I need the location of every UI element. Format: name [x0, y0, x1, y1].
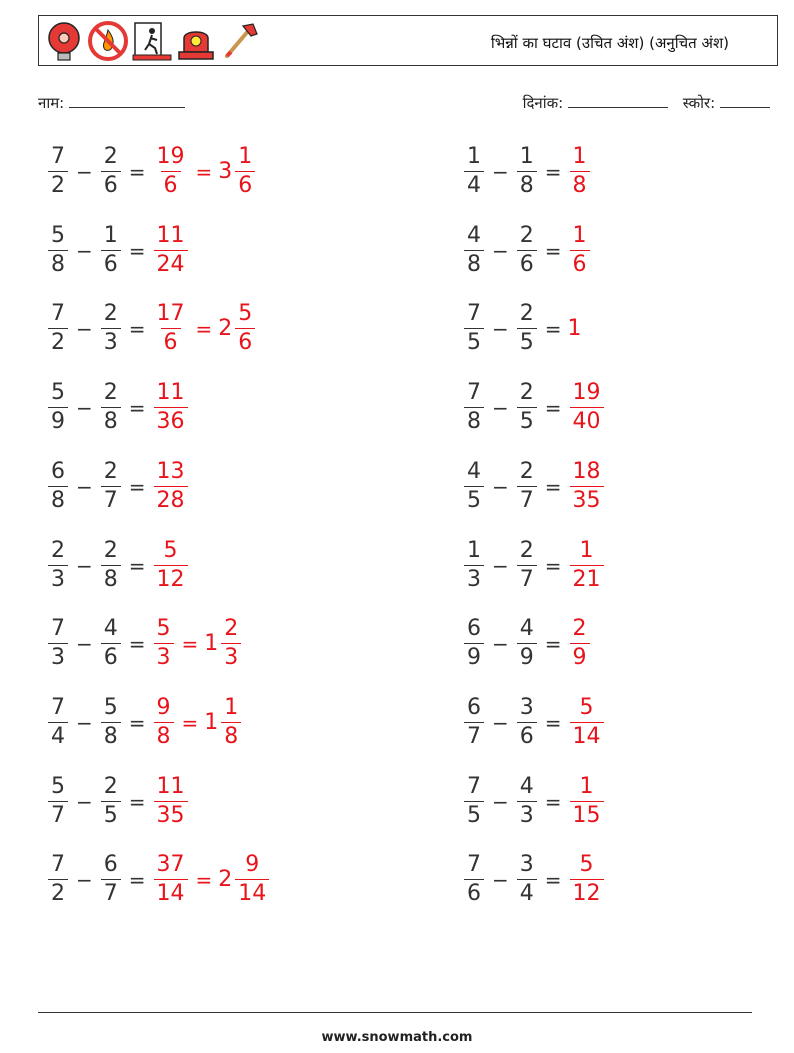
denominator: 8	[48, 250, 68, 276]
numerator: 4	[103, 616, 118, 641]
numerator: 9	[156, 695, 171, 720]
numerator: 2	[103, 144, 118, 169]
denominator: 5	[517, 407, 537, 433]
denominator: 8	[101, 565, 121, 591]
denominator: 4	[464, 171, 484, 197]
mixed-fraction	[235, 146, 255, 197]
numerator: 4	[519, 774, 534, 799]
equals-sign: =	[181, 631, 199, 656]
numerator: 1	[467, 538, 481, 563]
denominator: 8	[221, 722, 241, 748]
equals-sign: =	[544, 474, 562, 499]
denominator: 6	[517, 250, 537, 276]
numerator: 2	[103, 459, 118, 484]
numerator: 3	[519, 695, 534, 720]
numerator: 1	[572, 144, 587, 169]
denominator: 40	[570, 407, 604, 433]
numerator: 2	[519, 380, 534, 405]
problem-item	[46, 854, 271, 905]
numerator: 1	[467, 144, 481, 169]
problem-item	[46, 225, 190, 276]
denominator: 7	[517, 486, 537, 512]
mixed-whole: 1	[204, 710, 219, 735]
minus-sign: −	[76, 238, 93, 263]
equals-sign: =	[128, 474, 146, 499]
equals-sign: =	[128, 238, 146, 263]
first-fraction	[464, 540, 484, 591]
numerator: 3	[519, 852, 534, 877]
equals-sign: =	[181, 710, 199, 735]
denominator: 2	[48, 171, 68, 197]
numerator: 2	[519, 301, 534, 326]
denominator: 28	[154, 486, 188, 512]
denominator: 9	[570, 643, 590, 669]
denominator: 6	[235, 171, 255, 197]
minus-sign: −	[76, 867, 93, 892]
equals-sign: =	[195, 867, 213, 892]
second-fraction	[101, 697, 121, 748]
minus-sign: −	[492, 474, 509, 499]
minus-sign: −	[76, 474, 93, 499]
answer-fraction	[154, 697, 174, 748]
numerator: 7	[467, 301, 481, 326]
denominator: 15	[570, 801, 604, 827]
equals-sign: =	[128, 789, 146, 814]
score-blank	[720, 93, 770, 108]
problem-item	[46, 146, 257, 197]
numerator: 1	[572, 223, 587, 248]
mixed-whole: 1	[204, 631, 219, 656]
minus-sign: −	[492, 553, 509, 578]
minus-sign: −	[492, 710, 509, 735]
equals-sign: =	[195, 316, 213, 341]
numerator: 2	[103, 301, 118, 326]
answer-fraction	[154, 618, 174, 669]
footer-url: www.snowmath.com	[321, 1030, 473, 1045]
numerator: 5	[51, 774, 65, 799]
denominator: 4	[517, 879, 537, 905]
minus-sign: −	[76, 159, 93, 184]
answer-fraction	[154, 461, 188, 512]
second-fraction	[517, 618, 537, 669]
denominator: 5	[517, 328, 537, 354]
numerator: 11	[156, 223, 185, 248]
equals-sign: =	[544, 710, 562, 735]
denominator: 8	[48, 486, 68, 512]
second-fraction	[517, 776, 537, 827]
first-fraction	[48, 854, 68, 905]
numerator: 6	[103, 852, 118, 877]
equals-sign: =	[128, 316, 146, 341]
numerator: 5	[238, 301, 253, 326]
second-fraction	[517, 697, 537, 748]
denominator: 6	[235, 328, 255, 354]
numerator: 17	[156, 301, 185, 326]
second-fraction	[517, 146, 537, 197]
mixed-whole: 2	[218, 867, 233, 892]
minus-sign: −	[492, 395, 509, 420]
denominator: 14	[235, 879, 269, 905]
first-fraction	[48, 618, 68, 669]
numerator: 5	[51, 380, 65, 405]
denominator: 6	[570, 250, 590, 276]
numerator: 1	[519, 144, 534, 169]
first-fraction	[48, 540, 68, 591]
header-box	[38, 15, 778, 66]
numerator: 6	[467, 616, 481, 641]
second-fraction	[101, 776, 121, 827]
problem-item	[462, 461, 606, 512]
mixed-number-answer	[204, 697, 243, 748]
answer-fraction	[154, 776, 188, 827]
numerator: 1	[103, 223, 118, 248]
minus-sign: −	[492, 789, 509, 814]
minus-sign: −	[76, 395, 93, 420]
numerator: 2	[103, 538, 118, 563]
equals-sign: =	[128, 395, 146, 420]
denominator: 36	[154, 407, 188, 433]
second-fraction	[101, 618, 121, 669]
numerator: 5	[579, 852, 594, 877]
numerator: 2	[519, 538, 534, 563]
equals-sign: =	[128, 867, 146, 892]
problem-item	[462, 776, 606, 827]
denominator: 7	[48, 801, 68, 827]
equals-sign: =	[544, 789, 562, 814]
footer-divider	[38, 1012, 752, 1013]
equals-sign: =	[128, 553, 146, 578]
denominator: 21	[570, 565, 604, 591]
denominator: 6	[464, 879, 484, 905]
numerator: 1	[579, 774, 594, 799]
second-fraction	[101, 146, 121, 197]
mixed-number-answer	[218, 146, 257, 197]
numerator: 1	[238, 144, 253, 169]
denominator: 3	[221, 643, 241, 669]
denominator: 6	[161, 171, 181, 197]
denominator: 6	[161, 328, 181, 354]
denominator: 6	[517, 722, 537, 748]
problem-item	[46, 618, 243, 669]
problem-item	[46, 697, 243, 748]
equals-sign: =	[128, 159, 146, 184]
denominator: 9	[48, 407, 68, 433]
numerator: 2	[51, 538, 65, 563]
denominator: 3	[48, 643, 68, 669]
denominator: 2	[48, 879, 68, 905]
denominator: 9	[517, 643, 537, 669]
denominator: 6	[101, 171, 121, 197]
denominator: 7	[101, 486, 121, 512]
numerator: 5	[579, 695, 594, 720]
numerator: 1	[579, 538, 594, 563]
minus-sign: −	[76, 789, 93, 814]
problem-item	[46, 540, 190, 591]
second-fraction	[517, 303, 537, 354]
equals-sign: =	[128, 710, 146, 735]
mixed-whole: 2	[218, 316, 233, 341]
second-fraction	[101, 382, 121, 433]
denominator: 5	[464, 486, 484, 512]
numerator: 7	[51, 616, 65, 641]
mixed-whole: 3	[218, 159, 233, 184]
name-blank	[69, 93, 185, 108]
first-fraction	[48, 382, 68, 433]
first-fraction	[48, 225, 68, 276]
second-fraction	[517, 461, 537, 512]
name-field	[38, 93, 185, 113]
first-fraction	[464, 854, 484, 905]
numerator: 11	[156, 774, 185, 799]
worksheet-title: भिन्नों का घटाव (उचित अंश) (अनुचित अंश)	[490, 34, 729, 52]
second-fraction	[517, 382, 537, 433]
mixed-fraction	[221, 697, 241, 748]
numerator: 7	[467, 380, 481, 405]
problem-item	[462, 382, 606, 433]
problem-item	[462, 225, 592, 276]
answer-fraction	[570, 146, 590, 197]
numerator: 5	[103, 695, 118, 720]
mixed-fraction	[221, 618, 241, 669]
numerator: 7	[467, 852, 481, 877]
denominator: 12	[570, 879, 604, 905]
equals-sign: =	[544, 631, 562, 656]
denominator: 8	[464, 250, 484, 276]
emergency-exit-icon	[131, 20, 173, 62]
first-fraction	[48, 697, 68, 748]
minus-sign: −	[76, 316, 93, 341]
numerator: 18	[572, 459, 601, 484]
equals-sign: =	[195, 159, 213, 184]
siren-light-icon	[175, 20, 217, 62]
numerator: 2	[572, 616, 587, 641]
answer-fraction	[570, 776, 604, 827]
problem-item	[46, 303, 257, 354]
minus-sign: −	[76, 631, 93, 656]
equals-sign: =	[544, 553, 562, 578]
header-icons	[43, 20, 261, 62]
problem-item	[462, 854, 606, 905]
denominator: 3	[101, 328, 121, 354]
first-fraction	[48, 461, 68, 512]
numerator: 6	[51, 459, 65, 484]
date-score-field	[523, 93, 770, 113]
answer-fraction	[570, 540, 604, 591]
denominator: 7	[464, 722, 484, 748]
answer-fraction	[154, 854, 188, 905]
denominator: 14	[570, 722, 604, 748]
equals-sign: =	[544, 867, 562, 892]
answer-whole: 1	[567, 316, 582, 341]
minus-sign: −	[492, 238, 509, 263]
equals-sign: =	[544, 316, 562, 341]
denominator: 9	[464, 643, 484, 669]
problem-item	[462, 540, 606, 591]
numerator: 11	[156, 380, 185, 405]
problem-item	[46, 382, 190, 433]
minus-sign: −	[492, 631, 509, 656]
denominator: 8	[517, 171, 537, 197]
numerator: 9	[245, 852, 260, 877]
answer-fraction	[154, 225, 188, 276]
answer-fraction	[154, 540, 188, 591]
denominator: 24	[154, 250, 188, 276]
denominator: 8	[154, 722, 174, 748]
first-fraction	[48, 776, 68, 827]
numerator: 2	[224, 616, 239, 641]
numerator: 5	[163, 538, 178, 563]
answer-fraction	[154, 303, 188, 354]
answer-fraction	[570, 461, 604, 512]
problem-item	[46, 461, 190, 512]
minus-sign: −	[76, 553, 93, 578]
denominator: 6	[101, 643, 121, 669]
problem-item	[462, 303, 582, 354]
second-fraction	[101, 854, 121, 905]
denominator: 8	[570, 171, 590, 197]
numerator: 2	[519, 223, 534, 248]
answer-fraction	[570, 697, 604, 748]
numerator: 7	[51, 695, 65, 720]
denominator: 3	[154, 643, 174, 669]
denominator: 8	[101, 722, 121, 748]
denominator: 8	[464, 407, 484, 433]
name-label: नाम:	[38, 94, 65, 112]
second-fraction	[101, 461, 121, 512]
equals-sign: =	[128, 631, 146, 656]
numerator: 2	[103, 380, 118, 405]
numerator: 2	[103, 774, 118, 799]
denominator: 8	[101, 407, 121, 433]
denominator: 3	[48, 565, 68, 591]
denominator: 4	[48, 722, 68, 748]
numerator: 37	[156, 852, 185, 877]
problem-item	[462, 697, 606, 748]
numerator: 7	[51, 144, 65, 169]
denominator: 35	[570, 486, 604, 512]
denominator: 7	[517, 565, 537, 591]
second-fraction	[101, 303, 121, 354]
denominator: 14	[154, 879, 188, 905]
first-fraction	[464, 776, 484, 827]
problem-item	[462, 146, 592, 197]
first-fraction	[48, 146, 68, 197]
minus-sign: −	[492, 159, 509, 184]
first-fraction	[464, 461, 484, 512]
answer-fraction	[570, 382, 604, 433]
mixed-fraction	[235, 854, 269, 905]
fire-axe-icon	[219, 20, 261, 62]
denominator: 7	[101, 879, 121, 905]
mixed-number-answer	[218, 854, 271, 905]
answer-fraction	[570, 225, 590, 276]
denominator: 3	[517, 801, 537, 827]
denominator: 5	[464, 801, 484, 827]
numerator: 4	[519, 616, 534, 641]
answer-fraction	[154, 146, 188, 197]
denominator: 12	[154, 565, 188, 591]
numerator: 6	[467, 695, 481, 720]
numerator: 4	[467, 459, 481, 484]
first-fraction	[464, 225, 484, 276]
answer-fraction	[570, 854, 604, 905]
second-fraction	[101, 225, 121, 276]
first-fraction	[464, 303, 484, 354]
no-fire-sign-icon	[87, 20, 129, 62]
score-label: स्कोर:	[682, 94, 716, 112]
first-fraction	[464, 382, 484, 433]
numerator: 13	[156, 459, 185, 484]
first-fraction	[464, 146, 484, 197]
numerator: 19	[572, 380, 601, 405]
numerator: 1	[224, 695, 239, 720]
numerator: 5	[156, 616, 171, 641]
mixed-number-answer	[204, 618, 243, 669]
problem-item	[462, 618, 592, 669]
first-fraction	[464, 618, 484, 669]
second-fraction	[517, 225, 537, 276]
numerator: 7	[51, 852, 65, 877]
minus-sign: −	[492, 316, 509, 341]
denominator: 3	[464, 565, 484, 591]
denominator: 5	[101, 801, 121, 827]
mixed-fraction	[235, 303, 255, 354]
numerator: 4	[467, 223, 481, 248]
answer-fraction	[154, 382, 188, 433]
denominator: 6	[101, 250, 121, 276]
denominator: 2	[48, 328, 68, 354]
equals-sign: =	[544, 159, 562, 184]
first-fraction	[464, 697, 484, 748]
second-fraction	[517, 854, 537, 905]
first-fraction	[48, 303, 68, 354]
mixed-number-answer	[218, 303, 257, 354]
minus-sign: −	[492, 867, 509, 892]
minus-sign: −	[76, 710, 93, 735]
problem-item	[46, 776, 190, 827]
numerator: 19	[156, 144, 185, 169]
numerator: 7	[467, 774, 481, 799]
second-fraction	[517, 540, 537, 591]
numerator: 7	[51, 301, 65, 326]
date-label: दिनांक:	[522, 94, 564, 112]
answer-fraction	[570, 618, 590, 669]
denominator: 35	[154, 801, 188, 827]
equals-sign: =	[544, 395, 562, 420]
numerator: 2	[519, 459, 534, 484]
numerator: 5	[51, 223, 65, 248]
date-blank	[568, 93, 668, 108]
equals-sign: =	[544, 238, 562, 263]
denominator: 5	[464, 328, 484, 354]
second-fraction	[101, 540, 121, 591]
fire-alarm-bell-icon	[43, 20, 85, 62]
